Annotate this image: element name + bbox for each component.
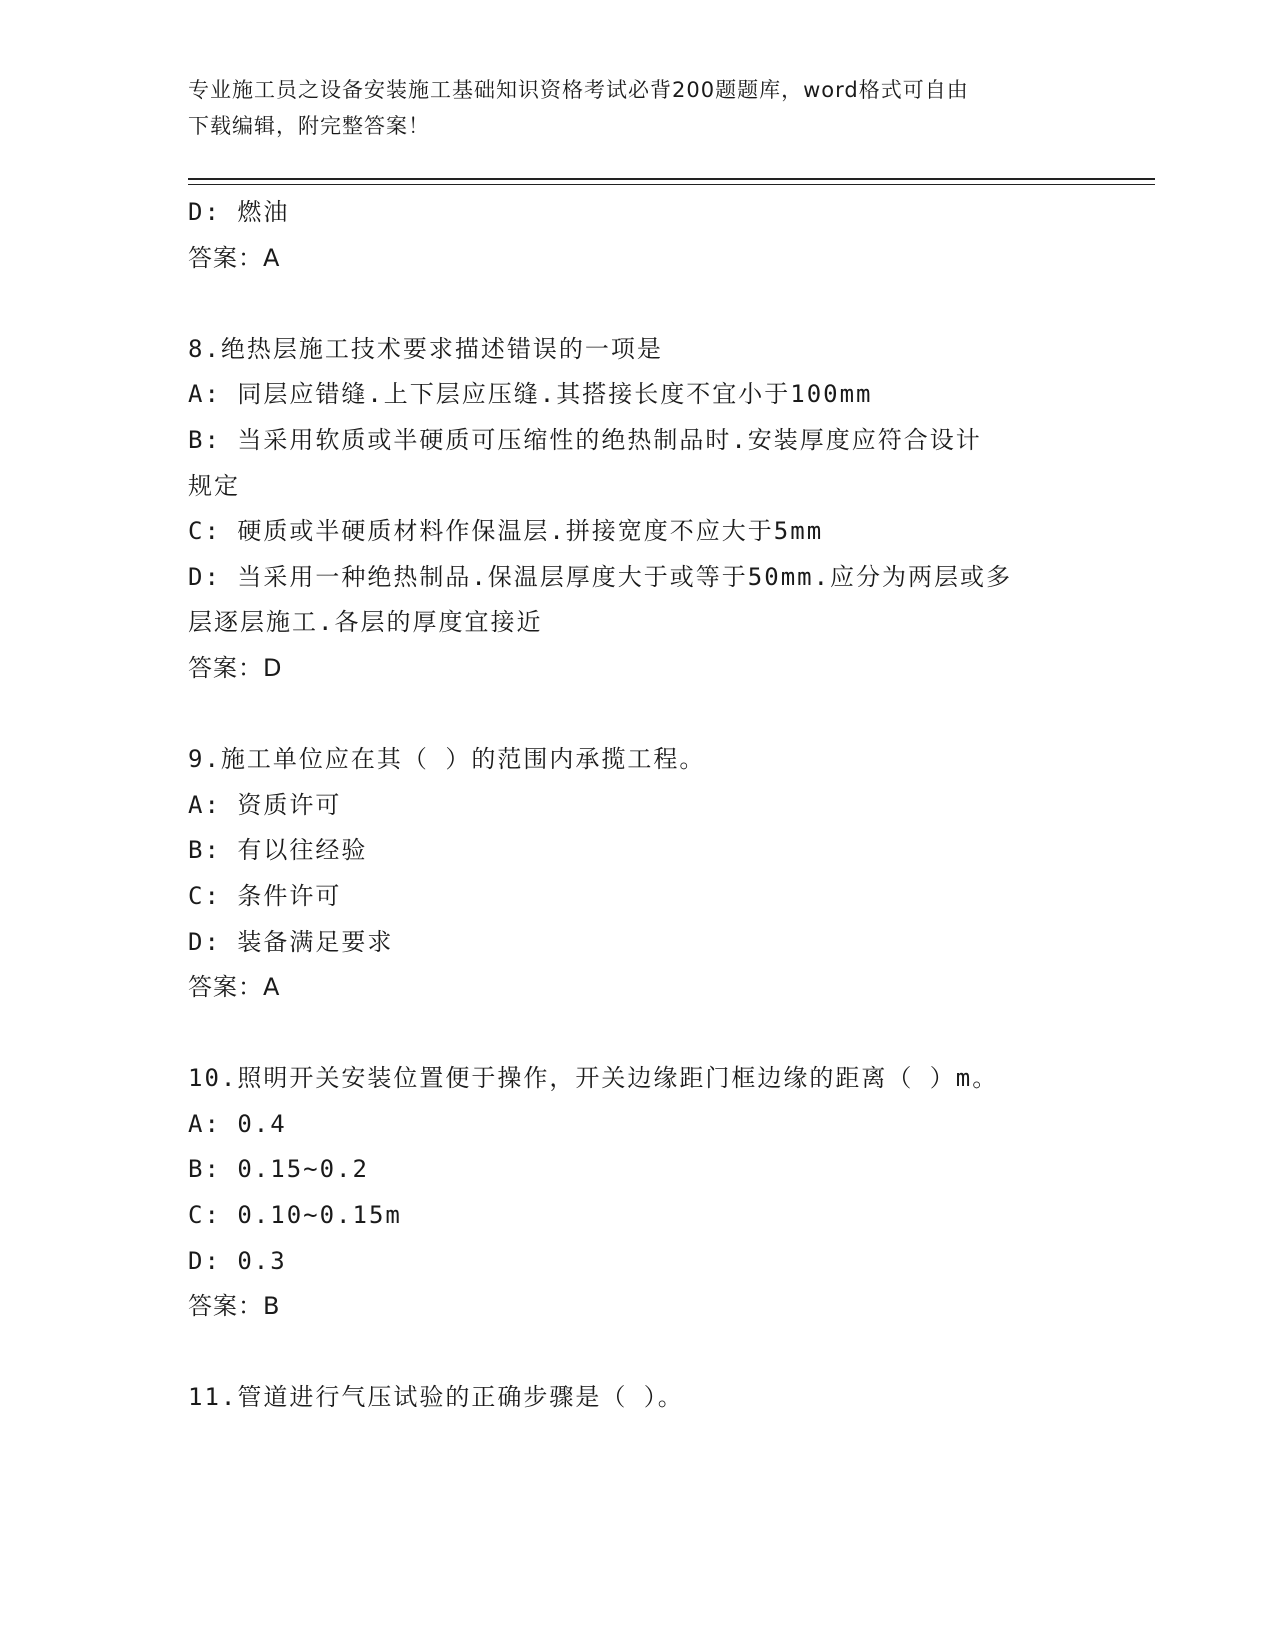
q8-option-d-line2: 层逐层施工.各层的厚度宜接近 <box>188 608 543 637</box>
q10-option-b: B: 0.15~0.2 <box>188 1155 369 1184</box>
q8-option-d-line1: D: 当采用一种绝热制品.保温层厚度大于或等于50mm.应分为两层或多 <box>188 562 1013 591</box>
header-divider-thick <box>188 178 1155 180</box>
header-divider-thin <box>188 184 1155 185</box>
header-line-1: 专业施工员之设备安装施工基础知识资格考试必背200题题库，word格式可自由 <box>188 78 969 102</box>
q9-option-a: A: 资质许可 <box>188 790 342 819</box>
q10-answer: 答案：B <box>188 1292 281 1321</box>
q8-stem: 8.绝热层施工技术要求描述错误的一项是 <box>188 334 663 363</box>
q7-answer: 答案：A <box>188 243 281 272</box>
q8-option-c: C: 硬质或半硬质材料作保温层.拼接宽度不应大于5mm <box>188 517 824 546</box>
q8-option-b-line1: B: 当采用软质或半硬质可压缩性的绝热制品时.安装厚度应符合设计 <box>188 425 982 454</box>
q10-option-c: C: 0.10~0.15m <box>188 1201 402 1230</box>
q11-stem: 11.管道进行气压试验的正确步骤是（ ）。 <box>188 1383 684 1412</box>
q9-option-c: C: 条件许可 <box>188 881 342 910</box>
q8-option-b-line2: 规定 <box>188 471 240 500</box>
q10-stem: 10.照明开关安装位置便于操作，开关边缘距门框边缘的距离（ ）m。 <box>188 1064 999 1093</box>
q9-option-d: D: 装备满足要求 <box>188 927 394 956</box>
q10-option-a: A: 0.4 <box>188 1109 287 1138</box>
q8-answer: 答案：D <box>188 653 283 682</box>
q9-answer: 答案：A <box>188 973 281 1002</box>
q10-option-d: D: 0.3 <box>188 1246 287 1275</box>
q9-stem: 9.施工单位应在其（ ）的范围内承揽工程。 <box>188 745 706 774</box>
header-line-2: 下载编辑，附完整答案！ <box>188 114 430 138</box>
q7-option-d: D: 燃油 <box>188 198 290 226</box>
question-list <box>188 190 1088 1421</box>
q9-option-b: B: 有以往经验 <box>188 836 368 865</box>
q8-option-a: A: 同层应错缝.上下层应压缝.其搭接长度不宜小于100mm <box>188 380 873 409</box>
document-header <box>188 72 1078 144</box>
